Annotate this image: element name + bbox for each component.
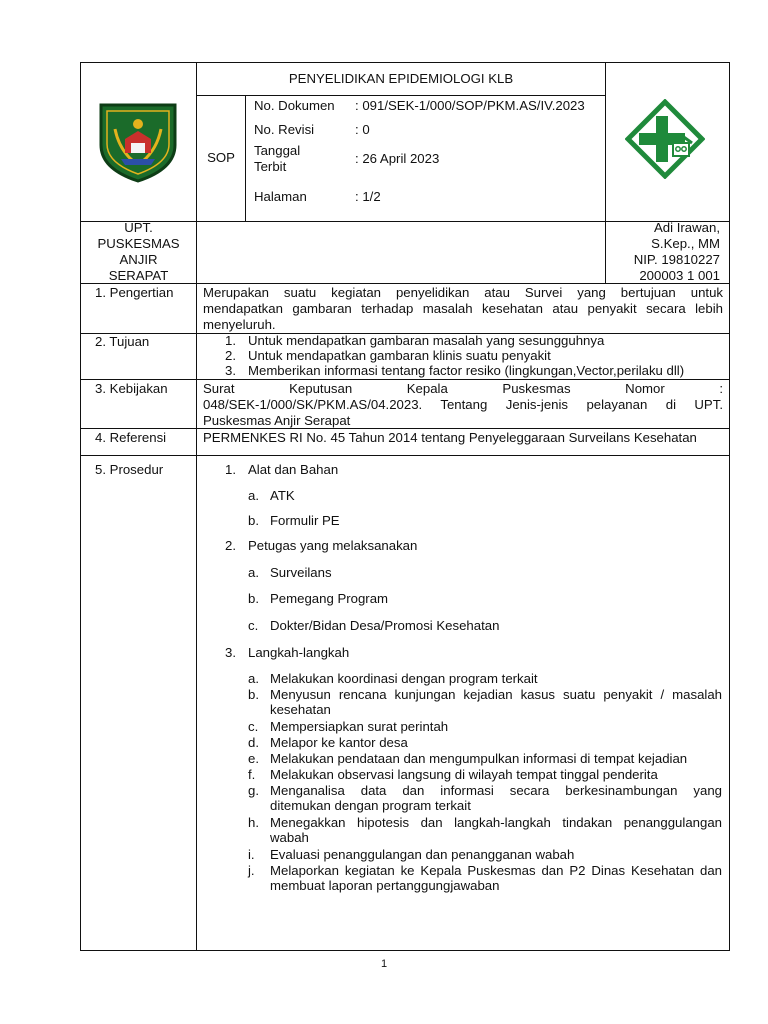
langkah-number: i.	[248, 847, 255, 862]
border-right	[729, 62, 730, 951]
kebijakan-line: Puskesmas Anjir Serapat	[203, 413, 351, 428]
langkah-text: Melaporkan kegiatan ke Kepala Puskesmas dan P2 Dinas Kesehatan dan	[270, 863, 722, 878]
field-value-tanggal-terbit: : 26 April 2023	[355, 151, 440, 166]
prosedur-item-number: a.	[248, 565, 259, 580]
page-number: 1	[380, 958, 388, 970]
tujuan-item-number: 2.	[225, 348, 236, 363]
tujuan-item-text: Untuk mendapatkan gambaran klinis suatu penyakit	[248, 348, 551, 363]
langkah-text: Melakukan observasi langsung di wilayah tempat tinggal penderita	[270, 767, 658, 782]
langkah-number: c.	[248, 719, 259, 734]
langkah-text: membuat laporan pertanggungjawaban	[270, 878, 500, 893]
langkah-text: Mempersiapkan surat perintah	[270, 719, 449, 734]
langkah-number: j.	[248, 863, 255, 878]
puskesmas-logo	[625, 99, 705, 179]
langkah-text: Melakukan koordinasi dengan program terkait	[270, 671, 538, 686]
section-label-referensi: 4. Referensi	[95, 430, 167, 445]
prosedur-item-text: Dokter/Bidan Desa/Promosi Kesehatan	[270, 618, 500, 633]
prosedur-group-title: Langkah-langkah	[248, 645, 350, 660]
regional-emblem-logo	[97, 99, 179, 183]
referensi-text: PERMENKES RI No. 45 Tahun 2014 tentang Penyeleggaraan Surveilans Kesehatan	[203, 430, 697, 445]
rule-under-title	[197, 95, 605, 96]
section-label-kebijakan: 3. Kebijakan	[95, 381, 168, 396]
pengertian-line: Merupakan suatu kegiatan penyelidikan atau Survei yang bertujuan untuk	[203, 285, 723, 300]
langkah-text: Evaluasi penanggulangan dan penangganan wabah	[270, 847, 575, 862]
prosedur-item-text: Surveilans	[270, 565, 332, 580]
prosedur-group-number: 1.	[225, 462, 236, 477]
langkah-number: h.	[248, 815, 259, 830]
border-top	[80, 62, 730, 63]
tujuan-item-text: Memberikan informasi tentang factor resiko (lingkungan,Vector,perilaku dll)	[248, 363, 685, 378]
langkah-number: f.	[248, 767, 256, 782]
prosedur-item-number: b.	[248, 591, 259, 606]
langkah-number: d.	[248, 735, 259, 750]
prosedur-item-number: b.	[248, 513, 259, 528]
field-value-halaman: : 1/2	[355, 189, 381, 204]
document-title: PENYELIDIKAN EPIDEMIOLOGI KLB	[288, 71, 514, 86]
langkah-number: b.	[248, 687, 259, 702]
section-label-pengertian: 1. Pengertian	[95, 285, 174, 300]
prosedur-item-text: Pemegang Program	[270, 591, 389, 606]
section-label-prosedur: 5. Prosedur	[95, 462, 164, 477]
prosedur-group-number: 2.	[225, 538, 236, 553]
tujuan-item-text: Untuk mendapatkan gambaran masalah yang sesungguhnya	[248, 333, 605, 348]
field-label-no-revisi: No. Revisi	[254, 122, 315, 137]
prosedur-group-title: Petugas yang melaksanakan	[248, 538, 418, 553]
head-signatory-line: S.Kep., MM	[651, 236, 720, 251]
field-label-no-dokumen: No. Dokumen	[254, 98, 335, 113]
rule-under-referensi	[80, 455, 730, 456]
tujuan-item-number: 1.	[225, 333, 236, 348]
prosedur-group-number: 3.	[225, 645, 236, 660]
border-left	[80, 62, 81, 951]
tujuan-item-number: 3.	[225, 363, 236, 378]
org-name-line: PUSKESMAS	[97, 236, 180, 251]
prosedur-group-title: Alat dan Bahan	[248, 462, 339, 477]
langkah-text: Menganalisa data dan informasi secara berkesinambungan yang	[270, 783, 722, 798]
prosedur-item-number: a.	[248, 488, 259, 503]
sop-label: SOP	[207, 150, 235, 165]
org-name-line: ANJIR	[119, 252, 158, 267]
org-name-line: SERAPAT	[108, 268, 169, 283]
langkah-number: g.	[248, 783, 259, 798]
field-label-halaman: Halaman	[254, 189, 307, 204]
kebijakan-line: Surat Keputusan Kepala Puskesmas Nomor :	[203, 381, 723, 396]
field-value-no-dokumen: : 091/SEK-1/000/SOP/PKM.AS/IV.2023	[355, 98, 585, 113]
rule-under-tujuan	[80, 379, 730, 380]
prosedur-item-text: ATK	[270, 488, 295, 503]
langkah-number: e.	[248, 751, 259, 766]
pengertian-line: menyeluruh.	[203, 317, 276, 332]
head-signatory-line: NIP. 19810227	[633, 252, 720, 267]
head-signatory-line: Adi Irawan,	[654, 220, 720, 235]
rule-label-column	[196, 62, 197, 951]
langkah-text: Melapor ke kantor desa	[270, 735, 408, 750]
langkah-text: kesehatan	[270, 702, 331, 717]
rule-under-kebijakan	[80, 428, 730, 429]
langkah-text: ditemukan dengan program terkait	[270, 798, 471, 813]
org-name-line: UPT.	[124, 220, 153, 235]
langkah-text: Menyusun rencana kunjungan kejadian kasus suatu penyakit / masalah	[270, 687, 722, 702]
border-bottom	[80, 950, 730, 951]
prosedur-item-number: c.	[248, 618, 259, 633]
field-label-tanggal-terbit: Tanggal Terbit	[254, 143, 301, 174]
prosedur-item-text: Formulir PE	[270, 513, 340, 528]
pengertian-line: mendapatkan gambaran terhadap masalah kesehatan atau penyakit secara lebih	[203, 301, 723, 316]
head-signatory-line: 200003 1 001	[639, 268, 720, 283]
langkah-number: a.	[248, 671, 259, 686]
section-label-tujuan: 2. Tujuan	[95, 334, 150, 349]
rule-sop-column	[245, 95, 246, 222]
kebijakan-line: 048/SEK-1/000/SK/PKM.AS/04.2023. Tentang Jenis-jenis pelayanan di UPT.	[203, 397, 723, 412]
langkah-text: Melakukan pendataan dan mengumpulkan informasi di tempat kejadian	[270, 751, 688, 766]
langkah-text: Menegakkan hipotesis dan langkah-langkah tindakan penanggulangan	[270, 815, 722, 830]
field-value-no-revisi: : 0	[355, 122, 370, 137]
langkah-text: wabah	[270, 830, 309, 845]
